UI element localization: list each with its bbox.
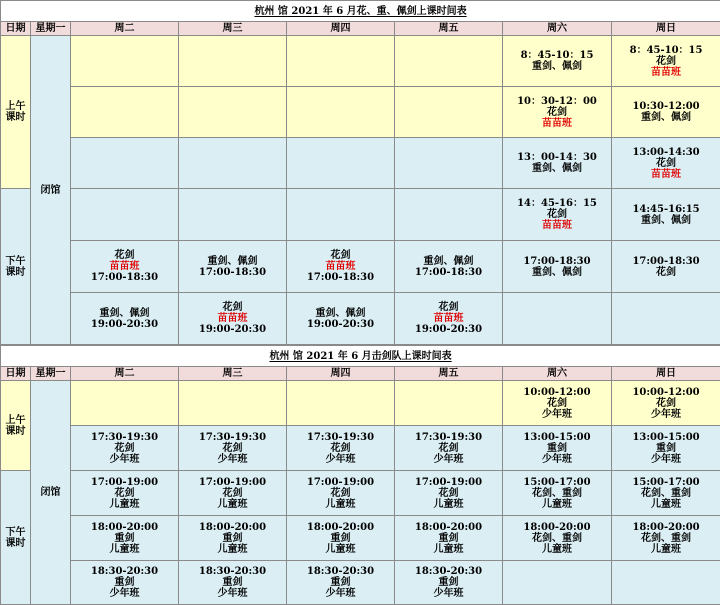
cell-line: 17:00-19:00 [287, 477, 394, 488]
header-monday: 星期一 [31, 22, 71, 36]
cell-line: 13：00-14：30 [503, 152, 611, 163]
schedule-cell [503, 293, 612, 345]
cell-line: 17:00-18:30 [612, 256, 720, 267]
schedule-cell [71, 561, 179, 605]
cell-line: 19:00-20:30 [179, 324, 286, 335]
cell-line: 儿童班 [395, 544, 502, 555]
cell-line: 重剑、佩剑 [179, 256, 286, 267]
cell-line: 儿童班 [395, 499, 502, 510]
cell-line: 少年班 [612, 409, 720, 420]
cell-line: 17:00-18:30 [395, 267, 502, 278]
cell-line: 14:45-16:15 [612, 204, 720, 215]
cell-line: 花剑、重剑 [612, 488, 720, 499]
cell-line: 13:00-15:00 [612, 432, 720, 443]
schedule-cell [287, 471, 395, 516]
cell-line: 花剑 [503, 398, 611, 409]
class-level-highlight: 苗苗班 [71, 261, 178, 272]
schedule-cell [395, 293, 503, 345]
schedule-cell [395, 36, 503, 87]
schedule-cell [612, 471, 720, 516]
cell-line: 儿童班 [71, 544, 178, 555]
class-level-highlight: 苗苗班 [503, 118, 611, 129]
class-level-highlight: 苗苗班 [287, 261, 394, 272]
cell-line: 儿童班 [287, 499, 394, 510]
cell-line: 花剑 [287, 250, 394, 261]
cell-line: 花剑 [71, 488, 178, 499]
schedule-cell [179, 138, 287, 189]
schedule-cell [503, 241, 612, 293]
schedule-cell [287, 87, 395, 138]
schedule-cell [287, 293, 395, 345]
schedule-cell [612, 189, 720, 241]
schedule-cell [287, 189, 395, 241]
schedule-cell [179, 471, 287, 516]
cell-line: 10：30-12：00 [503, 96, 611, 107]
schedule-cell [503, 189, 612, 241]
schedule-cell [612, 293, 720, 345]
cell-line: 花剑、重剑 [612, 533, 720, 544]
cell-line: 15:00-17:00 [503, 477, 611, 488]
schedule-cell [287, 241, 395, 293]
cell-line: 儿童班 [503, 499, 611, 510]
schedule-cell [71, 381, 179, 426]
schedule-cell [395, 561, 503, 605]
cell-line: 重剑、佩剑 [503, 61, 611, 72]
cell-line: 13:00-14:30 [612, 147, 720, 158]
cell-line: 10:00-12:00 [612, 387, 720, 398]
cell-line: 重剑、佩剑 [395, 256, 502, 267]
cell-line: 重剑 [612, 443, 720, 454]
header-friday: 周五 [395, 367, 503, 381]
cell-line: 13:00-15:00 [503, 432, 611, 443]
cell-line: 15:00-17:00 [612, 477, 720, 488]
cell-line: 重剑、佩剑 [612, 112, 720, 123]
cell-line: 儿童班 [287, 544, 394, 555]
cell-line: 少年班 [612, 454, 720, 465]
cell-line: 19:00-20:30 [395, 324, 502, 335]
cell-line: 重剑 [287, 533, 394, 544]
label-line: 上午 [1, 101, 30, 112]
schedule-cell [503, 561, 612, 605]
schedule-cell [179, 426, 287, 471]
class-level-highlight: 苗苗班 [612, 67, 720, 78]
header-monday: 星期一 [31, 367, 71, 381]
cell-line: 18:00-20:00 [179, 522, 286, 533]
class-level-highlight: 苗苗班 [395, 313, 502, 324]
cell-line: 花剑 [612, 398, 720, 409]
cell-line: 8：45-10：15 [503, 50, 611, 61]
schedule-cell [71, 36, 179, 87]
schedule-cell [71, 87, 179, 138]
schedule-cell [179, 87, 287, 138]
cell-line: 18:30-20:30 [287, 566, 394, 577]
schedule-cell [612, 36, 720, 87]
schedule-cell [287, 381, 395, 426]
cell-line: 花剑 [612, 158, 720, 169]
schedule-cell [179, 189, 287, 241]
cell-line: 少年班 [179, 454, 286, 465]
cell-line: 重剑 [395, 577, 502, 588]
cell-line: 花剑 [503, 107, 611, 118]
schedule-cell [612, 381, 720, 426]
cell-line: 花剑 [503, 209, 611, 220]
cell-line: 17:00-18:30 [287, 272, 394, 283]
schedule-cell [395, 516, 503, 561]
header-wednesday: 周三 [179, 22, 287, 36]
cell-line: 花剑 [612, 56, 720, 67]
cell-line: 少年班 [503, 454, 611, 465]
cell-line: 儿童班 [612, 499, 720, 510]
cell-line: 18:30-20:30 [179, 566, 286, 577]
cell-line: 儿童班 [503, 544, 611, 555]
afternoon-label [1, 189, 31, 345]
cell-line: 17:00-19:00 [395, 477, 502, 488]
schedule-cell [395, 87, 503, 138]
cell-line: 17:00-18:30 [71, 272, 178, 283]
cell-line: 花剑 [287, 488, 394, 499]
cell-line: 重剑 [395, 533, 502, 544]
schedule-cell [395, 471, 503, 516]
label-line: 上午 [1, 415, 30, 426]
cell-line: 花剑 [71, 250, 178, 261]
schedule-cell [71, 241, 179, 293]
morning-label [1, 381, 31, 471]
class-level-highlight: 苗苗班 [179, 313, 286, 324]
header-saturday: 周六 [503, 367, 612, 381]
cell-line: 17:30-19:30 [395, 432, 502, 443]
cell-line: 重剑 [287, 577, 394, 588]
header-tuesday: 周二 [71, 367, 179, 381]
schedule-cell [287, 138, 395, 189]
schedule-cell [612, 426, 720, 471]
closed-label: 闭馆 [31, 36, 71, 345]
class-level-highlight: 苗苗班 [612, 169, 720, 180]
schedule-cell [179, 293, 287, 345]
cell-line: 重剑 [179, 533, 286, 544]
header-friday: 周五 [395, 22, 503, 36]
cell-line: 重剑、佩剑 [612, 215, 720, 226]
cell-line: 花剑 [287, 443, 394, 454]
schedule-cell [179, 241, 287, 293]
cell-line: 花剑、重剑 [503, 533, 611, 544]
schedule-cell [503, 381, 612, 426]
cell-line: 重剑 [503, 443, 611, 454]
label-line: 课时 [1, 426, 30, 437]
cell-line: 18:00-20:00 [71, 522, 178, 533]
schedule-cell [71, 293, 179, 345]
table-title: 杭州 馆 2021 年 6 月击剑队上课时间表 [1, 346, 720, 367]
schedule-cell [503, 138, 612, 189]
schedule-cell [503, 36, 612, 87]
cell-line: 花剑 [179, 443, 286, 454]
cell-line: 花剑 [179, 488, 286, 499]
cell-line: 19:00-20:30 [287, 319, 394, 330]
schedule-cell [179, 36, 287, 87]
schedule-cell [287, 426, 395, 471]
cell-line: 花剑 [612, 267, 720, 278]
schedule-cell [395, 189, 503, 241]
cell-line: 17:30-19:30 [287, 432, 394, 443]
cell-line: 19:00-20:30 [71, 319, 178, 330]
cell-line: 儿童班 [179, 544, 286, 555]
cell-line: 少年班 [503, 409, 611, 420]
schedule-cell [71, 516, 179, 561]
cell-line: 17:00-19:00 [71, 477, 178, 488]
schedule-cell [395, 241, 503, 293]
cell-line: 18:00-20:00 [395, 522, 502, 533]
schedule-cell [179, 516, 287, 561]
schedule-cell [287, 36, 395, 87]
cell-line: 少年班 [395, 588, 502, 599]
header-date: 日期 [1, 367, 31, 381]
cell-line: 花剑、重剑 [503, 488, 611, 499]
header-thursday: 周四 [287, 22, 395, 36]
cell-line: 重剑 [179, 577, 286, 588]
cell-line: 17:30-19:30 [71, 432, 178, 443]
header-date: 日期 [1, 22, 31, 36]
cell-line: 17:30-19:30 [179, 432, 286, 443]
schedule-cell [503, 426, 612, 471]
label-line: 课时 [1, 267, 30, 278]
schedule-cell [71, 138, 179, 189]
schedule-cell [503, 516, 612, 561]
afternoon-label [1, 471, 31, 605]
label-line: 下午 [1, 256, 30, 267]
cell-line: 少年班 [287, 454, 394, 465]
cell-line: 儿童班 [179, 499, 286, 510]
cell-line: 17:00-18:30 [179, 267, 286, 278]
cell-line: 14：45-16：15 [503, 198, 611, 209]
schedule-cell [287, 561, 395, 605]
closed-label: 闭馆 [31, 381, 71, 605]
cell-line: 18:30-20:30 [71, 566, 178, 577]
schedule-cell [612, 138, 720, 189]
header-sunday: 周日 [612, 22, 720, 36]
schedule-cell [287, 516, 395, 561]
cell-line: 花剑 [395, 302, 502, 313]
label-line: 课时 [1, 538, 30, 549]
cell-line: 8：45-10：15 [612, 45, 720, 56]
schedule-cell [612, 561, 720, 605]
label-line: 下午 [1, 527, 30, 538]
class-level-highlight: 苗苗班 [503, 220, 611, 231]
schedule-cell [179, 561, 287, 605]
cell-line: 花剑 [179, 302, 286, 313]
cell-line: 儿童班 [612, 544, 720, 555]
cell-line: 儿童班 [71, 499, 178, 510]
table-title: 杭州 馆 2021 年 6 月花、重、佩剑上课时间表 [1, 1, 720, 22]
cell-line: 少年班 [287, 588, 394, 599]
cell-line: 重剑、佩剑 [503, 163, 611, 174]
schedule-cell [612, 87, 720, 138]
cell-line: 10:30-12:00 [612, 101, 720, 112]
schedule-cell [179, 381, 287, 426]
cell-line: 少年班 [179, 588, 286, 599]
cell-line: 重剑、佩剑 [503, 267, 611, 278]
cell-line: 重剑、佩剑 [71, 308, 178, 319]
cell-line: 花剑 [395, 443, 502, 454]
header-thursday: 周四 [287, 367, 395, 381]
cell-line: 少年班 [71, 588, 178, 599]
cell-line: 17:00-18:30 [503, 256, 611, 267]
schedule-cell [71, 426, 179, 471]
schedule-cell [71, 189, 179, 241]
cell-line: 18:30-20:30 [395, 566, 502, 577]
cell-line: 重剑、佩剑 [287, 308, 394, 319]
header-saturday: 周六 [503, 22, 612, 36]
cell-line: 10:00-12:00 [503, 387, 611, 398]
schedule-cell [503, 471, 612, 516]
cell-line: 重剑 [71, 577, 178, 588]
header-sunday: 周日 [612, 367, 720, 381]
schedule-cell [612, 516, 720, 561]
label-line: 课时 [1, 112, 30, 123]
schedule-table-fencing-team [0, 345, 720, 605]
cell-line: 花剑 [395, 488, 502, 499]
schedule-cell [71, 471, 179, 516]
cell-line: 18:00-20:00 [612, 522, 720, 533]
schedule-cell [395, 138, 503, 189]
cell-line: 花剑 [71, 443, 178, 454]
cell-line: 重剑 [71, 533, 178, 544]
schedule-cell [612, 241, 720, 293]
schedule-cell [395, 381, 503, 426]
cell-line: 17:00-19:00 [179, 477, 286, 488]
cell-line: 18:00-20:00 [287, 522, 394, 533]
cell-line: 少年班 [71, 454, 178, 465]
schedule-cell [395, 426, 503, 471]
header-wednesday: 周三 [179, 367, 287, 381]
header-tuesday: 周二 [71, 22, 179, 36]
morning-label [1, 36, 31, 189]
cell-line: 18:00-20:00 [503, 522, 611, 533]
schedule-cell [503, 87, 612, 138]
cell-line: 少年班 [395, 454, 502, 465]
